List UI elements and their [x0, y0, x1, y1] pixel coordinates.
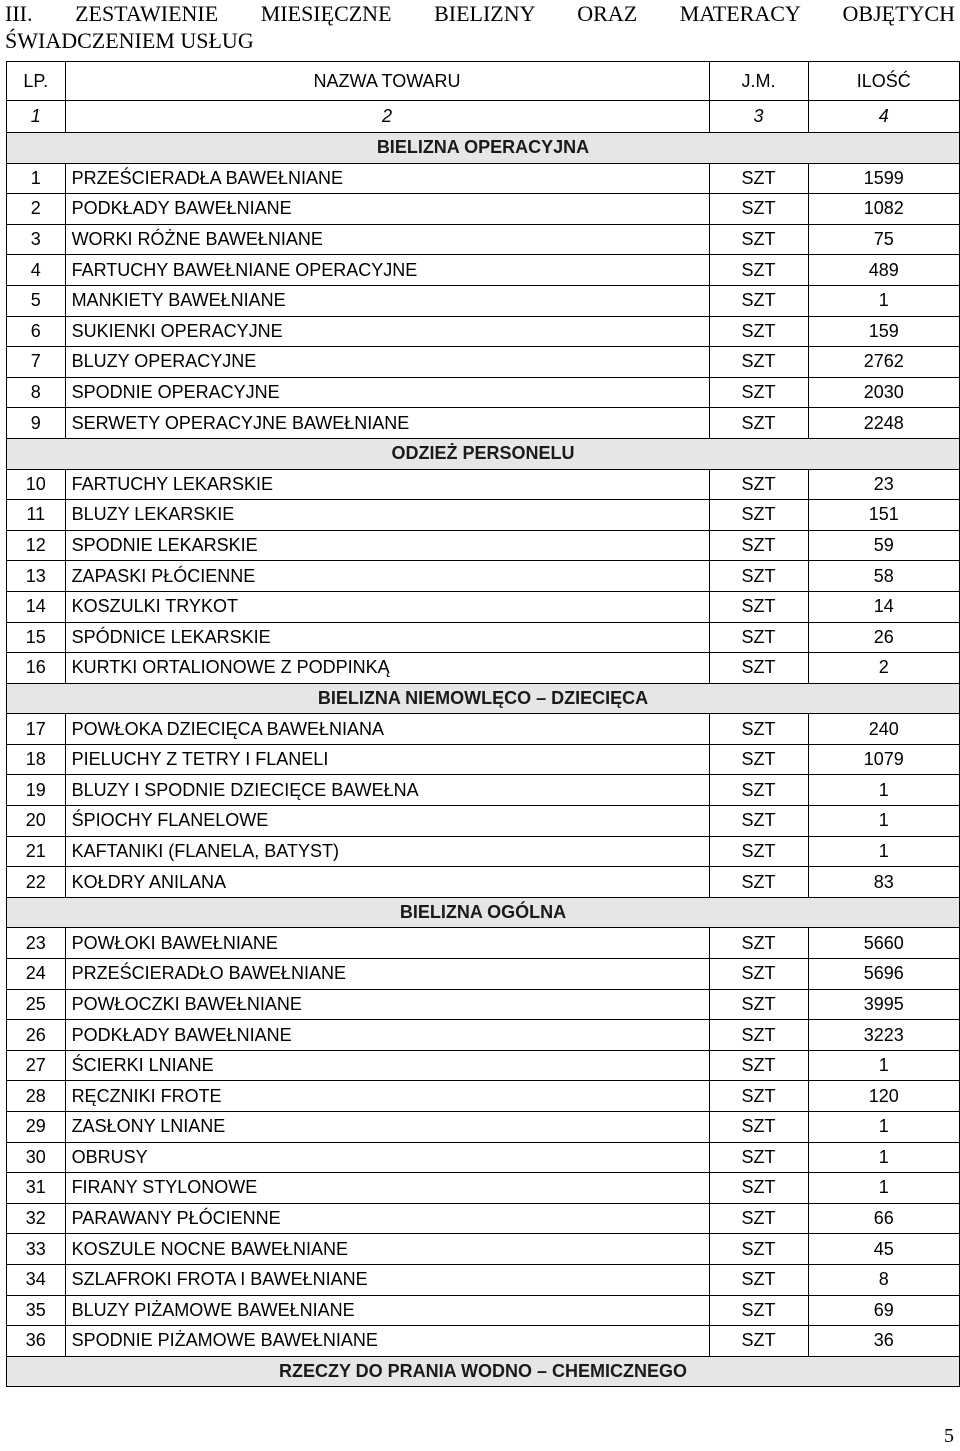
row-name: PIELUCHY Z TETRY I FLANELI: [65, 744, 709, 775]
title-line-2: ŚWIADCZENIEM USŁUG: [5, 28, 254, 53]
row-unit: SZT: [709, 408, 808, 439]
row-lp: 14: [7, 591, 66, 622]
row-name: WORKI RÓŻNE BAWEŁNIANE: [65, 224, 709, 255]
row-name: FIRANY STYLONOWE: [65, 1173, 709, 1204]
inventory-table-body: [7, 62, 960, 1387]
row-unit: SZT: [709, 836, 808, 867]
table-row: [7, 622, 960, 653]
row-unit: SZT: [709, 1173, 808, 1204]
row-lp: 30: [7, 1142, 66, 1173]
row-lp: 5: [7, 285, 66, 316]
row-name: ŚPIOCHY FLANELOWE: [65, 806, 709, 837]
table-row: [7, 1203, 960, 1234]
row-lp: 11: [7, 500, 66, 531]
row-lp: 15: [7, 622, 66, 653]
row-name: POWŁOCZKI BAWEŁNIANE: [65, 989, 709, 1020]
row-name: PODKŁADY BAWEŁNIANE: [65, 1020, 709, 1051]
row-name: FARTUCHY BAWEŁNIANE OPERACYJNE: [65, 255, 709, 286]
table-row: [7, 285, 960, 316]
row-lp: 12: [7, 530, 66, 561]
row-lp: 36: [7, 1326, 66, 1357]
table-row: [7, 928, 960, 959]
row-name: KOSZULE NOCNE BAWEŁNIANE: [65, 1234, 709, 1265]
row-lp: 8: [7, 377, 66, 408]
row-quantity: 1: [808, 1142, 959, 1173]
table-row: [7, 714, 960, 745]
row-quantity: 3223: [808, 1020, 959, 1051]
row-name: SUKIENKI OPERACYJNE: [65, 316, 709, 347]
colno-lp: 1: [7, 101, 66, 133]
row-lp: 18: [7, 744, 66, 775]
row-lp: 19: [7, 775, 66, 806]
title-line-1: III. ZESTAWIENIE MIESIĘCZNE BIELIZNY ORAZ MATERACY OBJĘTYCH: [5, 1, 955, 26]
table-row: [7, 1326, 960, 1357]
table-row: [7, 1112, 960, 1143]
row-lp: 28: [7, 1081, 66, 1112]
table-row: [7, 255, 960, 286]
table-row: [7, 744, 960, 775]
row-quantity: 2248: [808, 408, 959, 439]
row-unit: SZT: [709, 1020, 808, 1051]
table-row: [7, 1295, 960, 1326]
row-name: SPODNIE PIŻAMOWE BAWEŁNIANE: [65, 1326, 709, 1357]
row-quantity: 2762: [808, 347, 959, 378]
inventory-table: [6, 61, 960, 1387]
row-lp: 35: [7, 1295, 66, 1326]
row-name: SPODNIE LEKARSKIE: [65, 530, 709, 561]
row-lp: 24: [7, 959, 66, 990]
row-quantity: 66: [808, 1203, 959, 1234]
row-quantity: 75: [808, 224, 959, 255]
row-name: KURTKI ORTALIONOWE Z PODPINKĄ: [65, 653, 709, 684]
row-name: POWŁOKI BAWEŁNIANE: [65, 928, 709, 959]
table-row: [7, 224, 960, 255]
table-row: [7, 500, 960, 531]
table-row: [7, 1081, 960, 1112]
row-unit: SZT: [709, 928, 808, 959]
row-quantity: 2030: [808, 377, 959, 408]
row-lp: 33: [7, 1234, 66, 1265]
row-name: SZLAFROKI FROTA I BAWEŁNIANE: [65, 1264, 709, 1295]
row-unit: SZT: [709, 744, 808, 775]
row-lp: 13: [7, 561, 66, 592]
row-lp: 23: [7, 928, 66, 959]
table-row: [7, 591, 960, 622]
section-header-row: [7, 897, 960, 928]
row-name: SPÓDNICE LEKARSKIE: [65, 622, 709, 653]
row-lp: 22: [7, 867, 66, 898]
row-quantity: 14: [808, 591, 959, 622]
row-unit: SZT: [709, 714, 808, 745]
row-lp: 21: [7, 836, 66, 867]
row-unit: SZT: [709, 285, 808, 316]
row-lp: 16: [7, 653, 66, 684]
row-unit: SZT: [709, 806, 808, 837]
section-header-row: [7, 683, 960, 714]
table-row: [7, 347, 960, 378]
row-unit: SZT: [709, 591, 808, 622]
row-lp: 27: [7, 1050, 66, 1081]
row-lp: 6: [7, 316, 66, 347]
row-name: PRZEŚCIERADŁA BAWEŁNIANE: [65, 163, 709, 194]
row-name: BLUZY OPERACYJNE: [65, 347, 709, 378]
row-unit: SZT: [709, 1295, 808, 1326]
colno-qty: 4: [808, 101, 959, 133]
row-lp: 1: [7, 163, 66, 194]
colno-jm: 3: [709, 101, 808, 133]
row-quantity: 8: [808, 1264, 959, 1295]
row-unit: SZT: [709, 194, 808, 225]
row-quantity: 1079: [808, 744, 959, 775]
section-header-row: [7, 133, 960, 164]
row-quantity: 58: [808, 561, 959, 592]
row-lp: 20: [7, 806, 66, 837]
row-quantity: 1: [808, 285, 959, 316]
row-name: KOŁDRY ANILANA: [65, 867, 709, 898]
row-lp: 9: [7, 408, 66, 439]
table-row: [7, 316, 960, 347]
row-quantity: 1599: [808, 163, 959, 194]
row-unit: SZT: [709, 561, 808, 592]
row-unit: SZT: [709, 1234, 808, 1265]
row-unit: SZT: [709, 224, 808, 255]
row-quantity: 1: [808, 806, 959, 837]
row-name: SERWETY OPERACYJNE BAWEŁNIANE: [65, 408, 709, 439]
row-name: ŚCIERKI LNIANE: [65, 1050, 709, 1081]
table-row: [7, 867, 960, 898]
row-quantity: 1: [808, 1112, 959, 1143]
row-quantity: 1: [808, 1050, 959, 1081]
row-quantity: 23: [808, 469, 959, 500]
row-unit: SZT: [709, 989, 808, 1020]
row-name: KAFTANIKI (FLANELA, BATYST): [65, 836, 709, 867]
section-header-row: [7, 1356, 960, 1387]
row-name: PARAWANY PŁÓCIENNE: [65, 1203, 709, 1234]
table-row: [7, 194, 960, 225]
table-row: [7, 530, 960, 561]
row-unit: SZT: [709, 530, 808, 561]
row-unit: SZT: [709, 1081, 808, 1112]
row-name: SPODNIE OPERACYJNE: [65, 377, 709, 408]
table-row: [7, 1234, 960, 1265]
section-title: BIELIZNA OPERACYJNA: [7, 133, 960, 164]
colno-name: 2: [65, 101, 709, 133]
row-quantity: 26: [808, 622, 959, 653]
row-lp: 29: [7, 1112, 66, 1143]
row-name: MANKIETY BAWEŁNIANE: [65, 285, 709, 316]
header-jm: J.M.: [709, 62, 808, 101]
section-title: BIELIZNA NIEMOWLĘCO – DZIECIĘCA: [7, 683, 960, 714]
row-lp: 32: [7, 1203, 66, 1234]
row-name: RĘCZNIKI FROTE: [65, 1081, 709, 1112]
table-row: [7, 163, 960, 194]
row-unit: SZT: [709, 347, 808, 378]
row-name: ZAPASKI PŁÓCIENNE: [65, 561, 709, 592]
row-unit: SZT: [709, 775, 808, 806]
header-qty: ILOŚĆ: [808, 62, 959, 101]
row-unit: SZT: [709, 255, 808, 286]
row-name: PRZEŚCIERADŁO BAWEŁNIANE: [65, 959, 709, 990]
table-row: [7, 1020, 960, 1051]
row-name: OBRUSY: [65, 1142, 709, 1173]
row-unit: SZT: [709, 959, 808, 990]
row-quantity: 5696: [808, 959, 959, 990]
header-name: NAZWA TOWARU: [65, 62, 709, 101]
row-quantity: 83: [808, 867, 959, 898]
row-quantity: 1: [808, 836, 959, 867]
row-quantity: 3995: [808, 989, 959, 1020]
row-name: POWŁOKA DZIECIĘCA BAWEŁNIANA: [65, 714, 709, 745]
table-row: [7, 469, 960, 500]
row-lp: 10: [7, 469, 66, 500]
row-lp: 34: [7, 1264, 66, 1295]
section-header-row: [7, 438, 960, 469]
section-title: ODZIEŻ PERSONELU: [7, 438, 960, 469]
row-name: FARTUCHY LEKARSKIE: [65, 469, 709, 500]
row-name: KOSZULKI TRYKOT: [65, 591, 709, 622]
row-name: PODKŁADY BAWEŁNIANE: [65, 194, 709, 225]
row-quantity: 159: [808, 316, 959, 347]
table-row: [7, 775, 960, 806]
row-lp: 3: [7, 224, 66, 255]
row-unit: SZT: [709, 653, 808, 684]
row-unit: SZT: [709, 163, 808, 194]
table-row: [7, 377, 960, 408]
row-name: ZASŁONY LNIANE: [65, 1112, 709, 1143]
row-quantity: 1: [808, 775, 959, 806]
row-unit: SZT: [709, 622, 808, 653]
header-row: [7, 62, 960, 101]
row-unit: SZT: [709, 1112, 808, 1143]
table-row: [7, 1050, 960, 1081]
row-unit: SZT: [709, 1203, 808, 1234]
row-quantity: 36: [808, 1326, 959, 1357]
row-quantity: 120: [808, 1081, 959, 1112]
row-lp: 2: [7, 194, 66, 225]
row-quantity: 45: [808, 1234, 959, 1265]
row-unit: SZT: [709, 469, 808, 500]
page-number: 5: [944, 1425, 954, 1447]
row-name: BLUZY PIŻAMOWE BAWEŁNIANE: [65, 1295, 709, 1326]
row-unit: SZT: [709, 1264, 808, 1295]
row-unit: SZT: [709, 1326, 808, 1357]
row-quantity: 2: [808, 653, 959, 684]
row-quantity: 5660: [808, 928, 959, 959]
table-row: [7, 1264, 960, 1295]
section-title: RZECZY DO PRANIA WODNO – CHEMICZNEGO: [7, 1356, 960, 1387]
document-title: [5, 0, 955, 54]
column-number-row: [7, 101, 960, 133]
row-lp: 26: [7, 1020, 66, 1051]
row-lp: 7: [7, 347, 66, 378]
table-row: [7, 1142, 960, 1173]
row-unit: SZT: [709, 867, 808, 898]
table-row: [7, 806, 960, 837]
row-quantity: 1082: [808, 194, 959, 225]
row-name: BLUZY I SPODNIE DZIECIĘCE BAWEŁNA: [65, 775, 709, 806]
row-unit: SZT: [709, 1050, 808, 1081]
row-quantity: 489: [808, 255, 959, 286]
row-unit: SZT: [709, 1142, 808, 1173]
table-row: [7, 989, 960, 1020]
table-row: [7, 959, 960, 990]
table-row: [7, 836, 960, 867]
table-row: [7, 408, 960, 439]
row-name: BLUZY LEKARSKIE: [65, 500, 709, 531]
table-row: [7, 1173, 960, 1204]
row-quantity: 59: [808, 530, 959, 561]
row-unit: SZT: [709, 500, 808, 531]
row-quantity: 1: [808, 1173, 959, 1204]
row-quantity: 151: [808, 500, 959, 531]
header-lp: LP.: [7, 62, 66, 101]
row-lp: 17: [7, 714, 66, 745]
table-row: [7, 653, 960, 684]
row-lp: 31: [7, 1173, 66, 1204]
row-unit: SZT: [709, 377, 808, 408]
row-lp: 25: [7, 989, 66, 1020]
row-lp: 4: [7, 255, 66, 286]
section-title: BIELIZNA OGÓLNA: [7, 897, 960, 928]
row-unit: SZT: [709, 316, 808, 347]
row-quantity: 240: [808, 714, 959, 745]
row-quantity: 69: [808, 1295, 959, 1326]
table-row: [7, 561, 960, 592]
